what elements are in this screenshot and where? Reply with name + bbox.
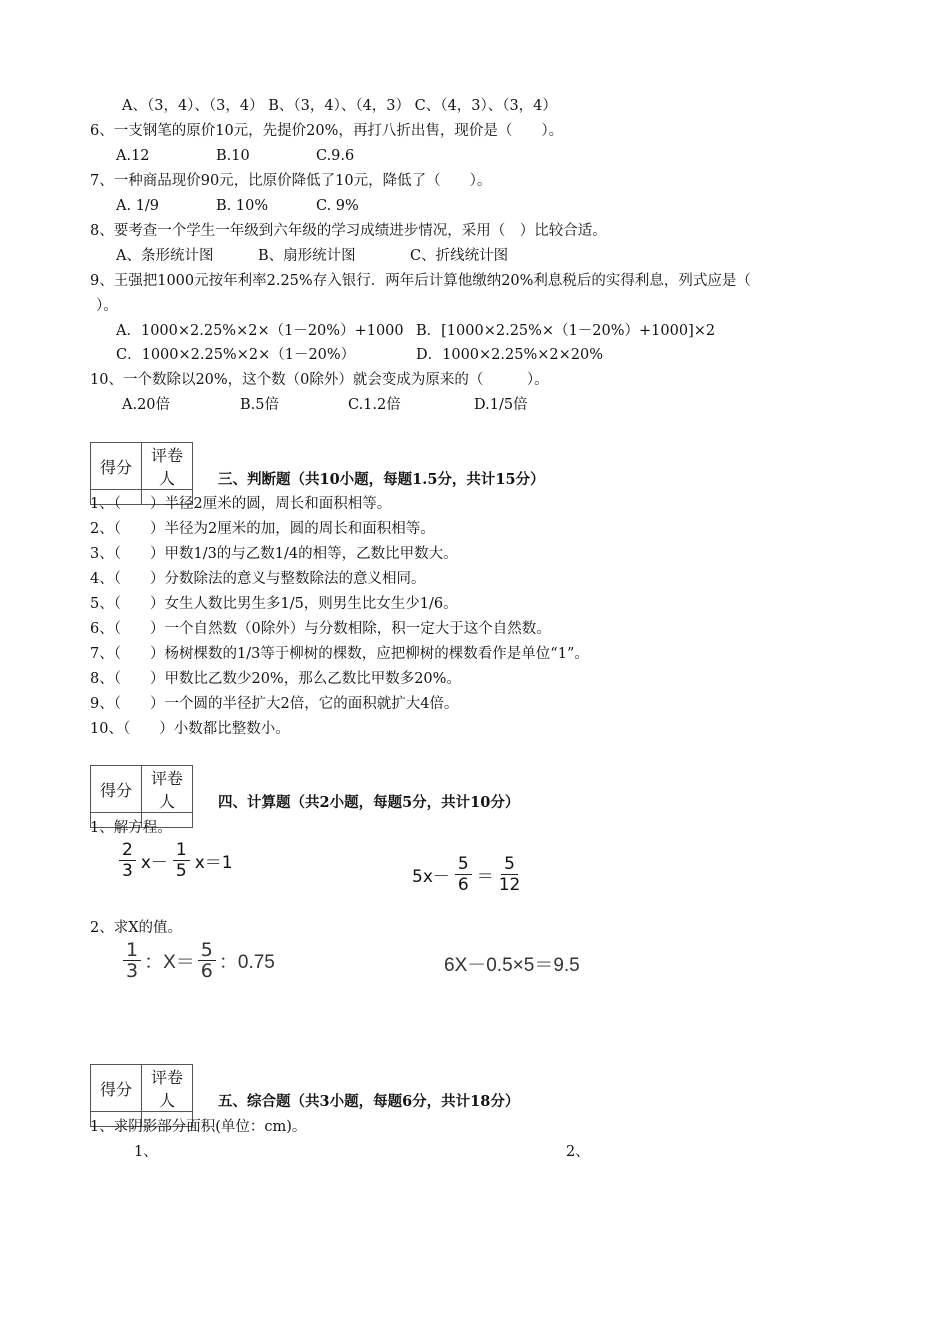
q5-options: A、（3，4）、（3，4） B、（3，4）、（4，3） C、（4，3）、（3，4） — [122, 98, 557, 114]
q6-opt-a: A.12 — [116, 148, 150, 164]
grader-label: 评卷人 — [142, 1065, 193, 1112]
fraction — [455, 854, 472, 895]
q9-options-row2 — [116, 345, 603, 365]
q9-options-row1 — [116, 321, 715, 341]
sec4-q1: 1、解方程。 — [90, 820, 172, 836]
q9-stem-line1: 9、王强把1000元按年利率2.25%存入银行．两年后计算他缴纳20%利息税后的实得利息，列式应是（ — [90, 273, 751, 289]
sec3-item-5: 5、（ ）女生人数比男生多1/5，则男生比女生少1/6。 — [90, 596, 458, 612]
q6-opt-c: C.9.6 — [316, 148, 355, 164]
q10-opt-a: A.20倍 — [122, 397, 171, 413]
q10-opt-b: B.5倍 — [240, 397, 279, 413]
denominator: 12 — [498, 875, 521, 895]
numerator: 1 — [123, 940, 141, 961]
numerator: 5 — [455, 854, 472, 875]
sec3-item-10: 10、（ ）小数都比整数小。 — [90, 721, 290, 737]
grader-label: 评卷人 — [142, 766, 193, 813]
sec3-item-7: 7、（ ）杨树棵数的1/3等于柳树的棵数，应把柳树的棵数看作是单位“1”。 — [90, 646, 589, 662]
equation-4: 6X－0.5×5＝9.5 — [444, 955, 580, 976]
sec3-item-1: 1、（ ）半径2厘米的圆，周长和面积相等。 — [90, 496, 392, 512]
q7-stem: 7、一种商品现价90元，比原价降低了10元，降低了（ ）。 — [90, 173, 492, 189]
q7-options — [116, 196, 359, 216]
q6-stem: 6、一支钢笔的原价10元，先提价20%，再打八折出售，现价是（ ）。 — [90, 123, 564, 139]
denominator: 6 — [457, 875, 469, 895]
eq-text: x－ — [140, 853, 168, 873]
eq-text: ：X＝ — [144, 952, 195, 973]
score-label: 得分 — [91, 443, 142, 490]
section-5-title: 五、综合题（共3小题，每题6分，共计18分） — [218, 1093, 520, 1110]
q10-opt-d: D.1/5倍 — [474, 397, 528, 413]
q10-options — [122, 395, 528, 415]
sec3-item-6: 6、（ ）一个自然数（0除外）与分数相除，积一定大于这个自然数。 — [90, 621, 551, 637]
fraction — [198, 940, 216, 981]
grader-label: 评卷人 — [142, 443, 193, 490]
denominator: 3 — [126, 960, 139, 982]
numerator: 5 — [198, 940, 216, 961]
numerator: 1 — [173, 840, 190, 861]
q8-opt-a: A、条形统计图 — [116, 248, 214, 264]
eq-text: x＝1 — [194, 853, 233, 873]
q9-opt-a: A．1000×2.25%×2×（1－20%）+1000 — [116, 323, 404, 339]
denominator: 5 — [175, 861, 187, 881]
q6-opt-b: B.10 — [216, 148, 250, 164]
numerator: 5 — [501, 854, 518, 875]
q7-opt-b: B. 10% — [216, 198, 269, 214]
denominator: 6 — [200, 960, 213, 982]
q7-opt-c: C. 9% — [316, 198, 359, 214]
fraction — [499, 854, 521, 895]
q8-options — [116, 246, 508, 266]
q8-stem: 8、要考查一个学生一年级到六年级的学习成绩进步情况，采用（ ）比较合适。 — [90, 223, 607, 239]
denominator: 3 — [122, 861, 133, 881]
sec5-sub-2: 2、 — [566, 1144, 590, 1160]
equation-2 — [410, 854, 523, 895]
q7-opt-a: A. 1/9 — [116, 198, 160, 214]
section-4-title: 四、计算题（共2小题，每题5分，共计10分） — [218, 794, 520, 811]
sec4-q2: 2、求X的值。 — [90, 920, 183, 936]
fraction — [119, 840, 136, 881]
numerator: 2 — [119, 840, 136, 861]
score-label: 得分 — [91, 1065, 142, 1112]
q9-opt-c: C．1000×2.25%×2×（1－20%） — [116, 347, 356, 363]
q8-opt-b: B、扇形统计图 — [258, 248, 356, 264]
q9-opt-b: B．[1000×2.25%×（1－20%）+1000]×2 — [416, 323, 716, 339]
q6-options — [116, 146, 354, 166]
sec5-q1: 1、求阴影部分面积(单位：cm)。 — [90, 1119, 307, 1135]
q10-stem: 10、一个数除以20%，这个数（0除外）就会变成为原来的（ ）。 — [90, 372, 549, 388]
sec3-item-3: 3、（ ）甲数1/3的与乙数1/4的相等，乙数比甲数大。 — [90, 546, 458, 562]
eq-text: ：0.75 — [218, 952, 275, 973]
q10-opt-c: C.1.2倍 — [348, 397, 401, 413]
fraction — [173, 840, 190, 881]
sec3-item-2: 2、（ ）半径为2厘米的加，圆的周长和面积相等。 — [90, 521, 435, 537]
q9-stem-line2: ）。 — [96, 298, 118, 314]
equation-1 — [116, 840, 235, 881]
section-3-title: 三、判断题（共10小题，每题1.5分，共计15分） — [218, 471, 545, 488]
sec5-sub-1: 1、 — [134, 1144, 158, 1160]
eq-text: ＝ — [476, 867, 494, 887]
fraction — [123, 940, 141, 981]
equation-3 — [120, 940, 275, 981]
sec3-item-4: 4、（ ）分数除法的意义与整数除法的意义相同。 — [90, 571, 426, 587]
score-label: 得分 — [91, 766, 142, 813]
q8-opt-c: C、折线统计图 — [410, 248, 509, 264]
eq-text: 5x－ — [412, 867, 450, 887]
sec3-item-9: 9、（ ）一个圆的半径扩大2倍，它的面积就扩大4倍。 — [90, 696, 459, 712]
q9-opt-d: D．1000×2.25%×2×20% — [416, 347, 603, 363]
sec3-item-8: 8、（ ）甲数比乙数少20%，那么乙数比甲数多20%。 — [90, 671, 461, 687]
